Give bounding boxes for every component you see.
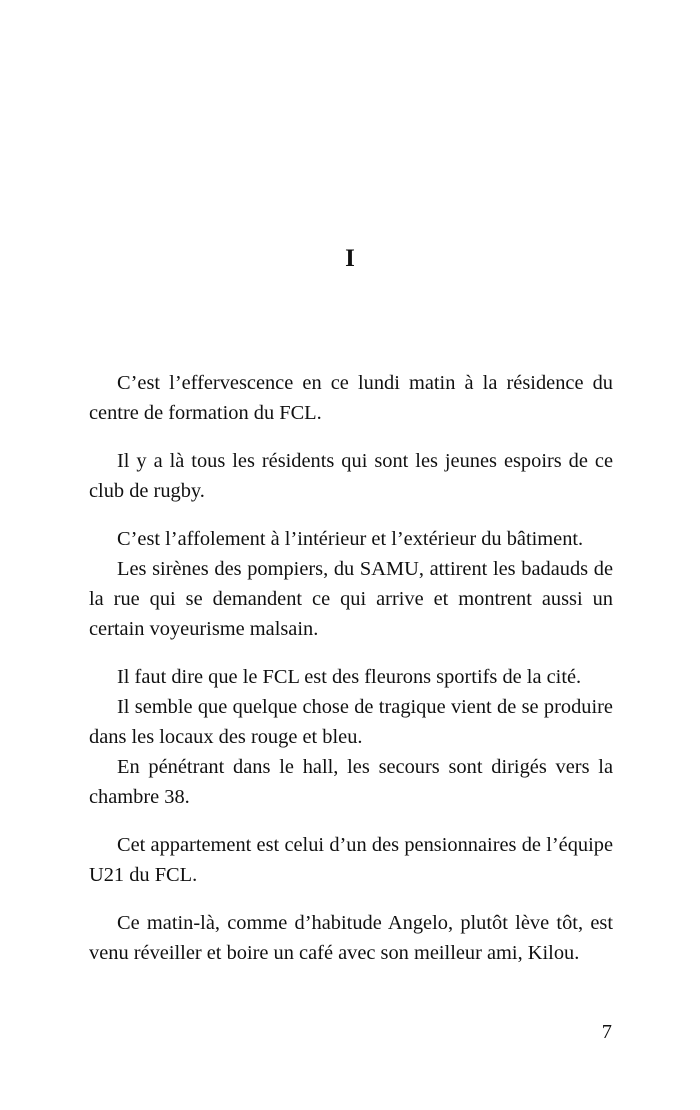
- paragraph: Les sirènes des pompiers, du SAMU, attirent les badauds de la rue qui se demandent ce qui arrive et montrent aussi un certain voyeurisme malsain.: [89, 558, 613, 640]
- paragraph: Ce matin-là, comme d’habitude Angelo, plutôt lève tôt, est venu réveiller et boire un café avec son meilleur ami, Kilou.: [89, 912, 613, 964]
- paragraph: Il semble que quelque chose de tragique vient de se produire dans les locaux des rouge et bleu.: [89, 696, 613, 748]
- paragraph: Il y a là tous les résidents qui sont les jeunes espoirs de ce club de rugby.: [89, 450, 613, 502]
- chapter-body: [89, 368, 613, 968]
- paragraph: C’est l’affolement à l’intérieur et l’extérieur du bâtiment.: [117, 528, 584, 550]
- paragraph: Il faut dire que le FCL est des fleurons sportifs de la cité.: [117, 666, 582, 688]
- paragraph: C’est l’effervescence en ce lundi matin à la résidence du centre de formation du FCL.: [89, 372, 613, 424]
- paragraph: En pénétrant dans le hall, les secours sont dirigés vers la chambre 38.: [89, 756, 613, 808]
- page-number: 7: [601, 1021, 612, 1043]
- chapter-title: I: [345, 245, 355, 272]
- paragraph: Cet appartement est celui d’un des pensionnaires de l’équipe U21 du FCL.: [89, 834, 613, 886]
